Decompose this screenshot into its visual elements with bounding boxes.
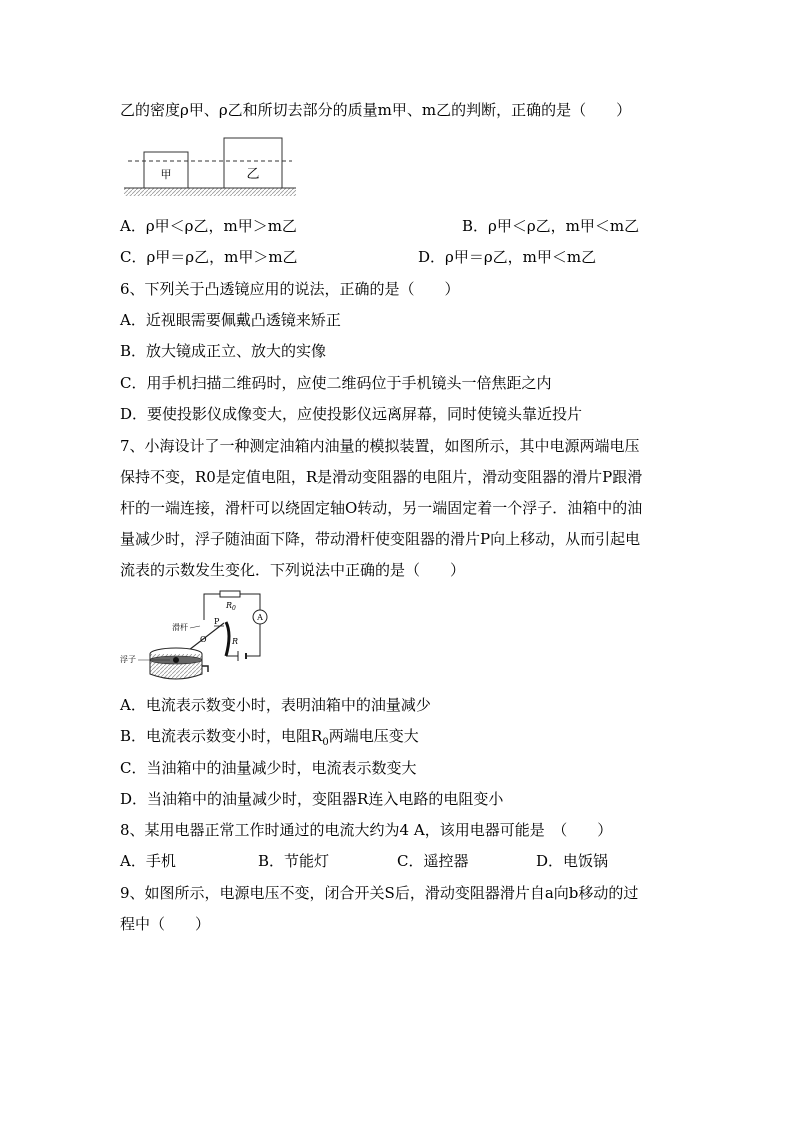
q7-stem-line-2: 保持不变，R0是定值电阻，R是滑动变阻器的电阻片，滑动变阻器的滑片P跟滑: [120, 468, 643, 486]
q8-option-c: C．遥控器: [397, 852, 469, 870]
q7-option-b-pre: B．电流表示数变小时，电阻R: [120, 727, 323, 745]
slider-label: P: [214, 617, 220, 626]
q7-option-d: D．当油箱中的油量减少时，变阻器R连入电路的电阻变小: [120, 790, 504, 808]
ground: [124, 188, 296, 196]
q7-stem-line-3: 杆的一端连接，滑杆可以绕固定轴O转动，另一端固定着一个浮子．油箱中的油: [120, 499, 643, 517]
q5-option-b: B．ρ甲＜ρ乙，m甲＜m乙: [462, 217, 640, 235]
q9-stem-line-1: 9、如图所示，电源电压不变，闭合开关S后，滑动变阻器滑片自a向b移动的过: [120, 884, 639, 902]
q6-option-b: B．放大镜成正立、放大的实像: [120, 342, 327, 360]
q7-option-a: A．电流表示数变小时，表明油箱中的油量减少: [120, 696, 431, 714]
pivot-label: O: [200, 635, 207, 644]
q7-option-b-sub: 0: [322, 737, 329, 748]
float-label: 浮子: [120, 655, 136, 664]
figure-blocks: [120, 134, 300, 198]
q6-option-d: D．要使投影仪成像变大，应使投影仪远离屏幕，同时使镜头靠近投片: [120, 405, 583, 423]
q6-option-a: A．近视眼需要佩戴凸透镜来矫正: [120, 311, 341, 329]
circuit-wire-right: [246, 624, 260, 656]
rod-label: 滑杆: [172, 623, 188, 632]
r0-label: $R_0$: [226, 601, 236, 612]
q7-stem-line-1: 7、小海设计了一种测定油箱内油量的模拟装置，如图所示，其中电源两端电压: [120, 437, 640, 455]
q5-option-a: A．ρ甲＜ρ乙，m甲＞m乙: [120, 217, 297, 235]
q8-option-d: D．电饭锅: [536, 852, 609, 870]
figure-fuel-gauge-circuit: [120, 590, 280, 682]
resistor-label: R: [232, 637, 239, 646]
q9-stem-line-2: 程中（ ）: [120, 915, 211, 933]
q7-option-c: C．当油箱中的油量减少时，电流表示数变大: [120, 759, 417, 777]
q6-stem: 6、下列关于凸透镜应用的说法，正确的是（ ）: [120, 280, 460, 298]
q6-option-c: C．用手机扫描二维码时，应使二维码位于手机镜头一倍焦距之内: [120, 374, 552, 392]
rod-label-leader: [190, 626, 200, 628]
ammeter-label: A: [257, 613, 263, 622]
q5-option-d: D．ρ甲＝ρ乙，m甲＜m乙: [418, 248, 597, 266]
r0-resistor: [220, 591, 240, 597]
q8-option-b: B．节能灯: [258, 852, 330, 870]
resistor-arc: [226, 622, 229, 656]
q7-option-b-post: 两端电压变大: [328, 727, 419, 745]
tap: [202, 666, 208, 672]
q7-option-b: [120, 726, 419, 753]
q7-stem-line-5: 流表的示数发生变化．下列说法中正确的是（ ）: [120, 561, 466, 579]
q8-stem: 8、某用电器正常工作时通过的电流大约为4 A，该用电器可能是 （ ）: [120, 821, 613, 839]
block-yi-label: 乙: [246, 167, 260, 182]
q7-stem-line-4: 量减少时，浮子随油面下降，带动滑杆使变阻器的滑片P向上移动，从而引起电: [120, 530, 641, 548]
q5-stem: 乙的密度ρ甲、ρ乙和所切去部分的质量m甲、m乙的判断，正确的是（ ）: [120, 101, 632, 119]
q5-option-c: C．ρ甲＝ρ乙，m甲＞m乙: [120, 248, 298, 266]
block-jia-label: 甲: [160, 168, 172, 181]
q8-option-a: A．手机: [120, 852, 176, 870]
float-ball: [173, 657, 179, 663]
